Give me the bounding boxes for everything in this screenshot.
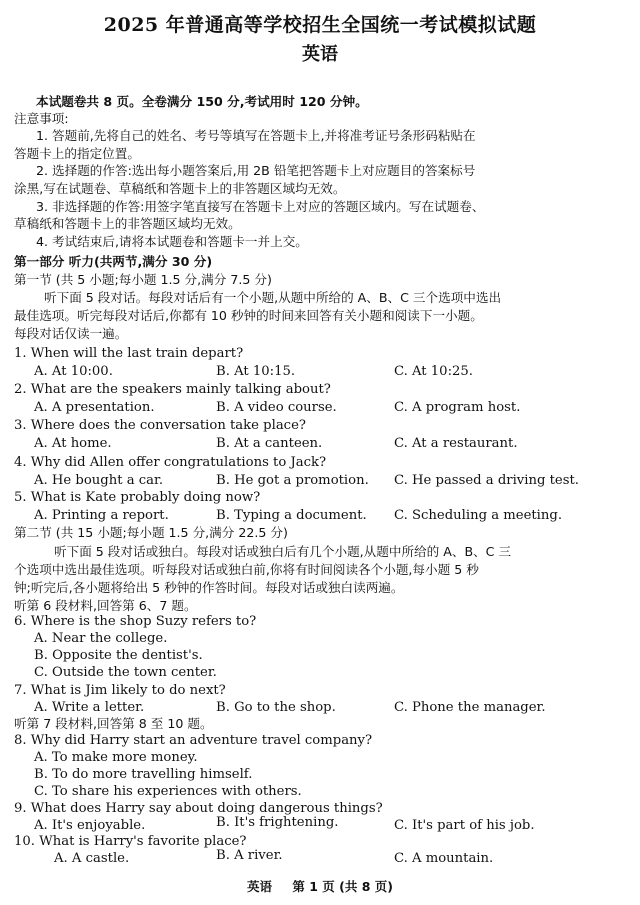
- option-c: C. Phone the manager.: [394, 700, 546, 715]
- notice-heading: 注意事项:: [14, 111, 69, 126]
- question: 10. What is Harry's favorite place?: [14, 834, 247, 849]
- exam-title: 2025 年普通高等学校招生全国统一考试模拟试题: [103, 14, 537, 36]
- instruction-line: 最佳选项。听完每段对话后,你都有 10 秒钟的时间来回答有关小题和阅读下一小题。: [14, 308, 483, 323]
- option-b: B. A video course.: [216, 400, 337, 415]
- instruction-line: 听下面 5 段对话或独白。每段对话或独白后有几个小题,从题中所给的 A、B、C 三: [54, 544, 512, 559]
- section-heading: 第一节 (共 5 小题;每小题 1.5 分,满分 7.5 分): [14, 272, 272, 287]
- question: 3. Where does the conversation take place?: [14, 418, 306, 433]
- material-heading: 听第 7 段材料,回答第 8 至 10 题。: [14, 716, 213, 731]
- option-b: B. A river.: [216, 848, 283, 863]
- option-b: B. At 10:15.: [216, 364, 296, 379]
- notice-line: 4. 考试结束后,请将本试题卷和答题卡一并上交。: [36, 234, 308, 249]
- option-b: B. It's frightening.: [216, 815, 339, 830]
- instruction-line: 钟;听完后,各小题将给出 5 秒钟的作答时间。每段对话或独白读两遍。: [14, 580, 404, 595]
- option-b: B. Go to the shop.: [216, 700, 336, 715]
- question: 5. What is Kate probably doing now?: [14, 490, 261, 505]
- question: 6. Where is the shop Suzy refers to?: [14, 614, 257, 629]
- option-a: A. Near the college.: [34, 631, 168, 646]
- option-c: C. At 10:25.: [394, 364, 473, 379]
- question: 8. Why did Harry start an adventure travel company?: [14, 733, 373, 748]
- option-b: B. Typing a document.: [216, 508, 367, 523]
- section-heading: 第二节 (共 15 小题;每小题 1.5 分,满分 22.5 分): [14, 525, 288, 540]
- option-c: C. Scheduling a meeting.: [394, 508, 563, 523]
- option-a: A. At 10:00.: [34, 364, 113, 379]
- notice-line: 1. 答题前,先将自己的姓名、考号等填写在答题卡上,并将准考证号条形码粘贴在: [36, 128, 476, 143]
- option-a: A. At home.: [34, 436, 112, 451]
- option-b: B. Opposite the dentist's.: [34, 648, 203, 663]
- question: 1. When will the last train depart?: [14, 346, 244, 361]
- instruction-line: 每段对话仅读一遍。: [14, 326, 128, 341]
- option-a: A. It's enjoyable.: [34, 818, 146, 833]
- notice-line: 涂黑,写在试题卷、草稿纸和答题卡上的非答题区域均无效。: [14, 181, 346, 196]
- option-a: A. Write a letter.: [34, 700, 145, 715]
- part-heading: 第一部分 听力(共两节,满分 30 分): [14, 254, 213, 269]
- footer-page-number: 第 1 页 (共 8 页): [292, 879, 393, 894]
- page-footer: [0, 877, 640, 895]
- notice-line: 3. 非选择题的作答:用签字笔直接写在答题卡上对应的答题区域内。写在试题卷、: [36, 199, 485, 214]
- option-c: C. It's part of his job.: [394, 818, 535, 833]
- footer-subject: 英语: [247, 879, 273, 894]
- option-c: C. A program host.: [394, 400, 521, 415]
- question: 2. What are the speakers mainly talking about?: [14, 382, 331, 397]
- option-c: C. To share his experiences with others.: [34, 784, 302, 799]
- subject-title: 英语: [302, 44, 338, 65]
- instruction-line: 个选项中选出最佳选项。听每段对话或独白前,你将有时间阅读各个小题,每小题 5 秒: [14, 562, 479, 577]
- notice-line: 答题卡上的指定位置。: [14, 146, 140, 161]
- option-c: C. He passed a driving test.: [394, 473, 579, 488]
- option-b: B. He got a promotion.: [216, 473, 369, 488]
- option-a: A. Printing a report.: [34, 508, 169, 523]
- option-c: C. Outside the town center.: [34, 665, 217, 680]
- option-b: B. At a canteen.: [216, 436, 323, 451]
- question: 7. What is Jim likely to do next?: [14, 683, 226, 698]
- option-a: A. He bought a car.: [34, 473, 164, 488]
- instruction-line: 听下面 5 段对话。每段对话后有一个小题,从题中所给的 A、B、C 三个选项中选出: [44, 290, 502, 305]
- question: 9. What does Harry say about doing dangerous things?: [14, 801, 383, 816]
- option-a: A. To make more money.: [34, 750, 198, 765]
- option-c: C. A mountain.: [394, 851, 494, 866]
- question: 4. Why did Allen offer congratulations to Jack?: [14, 455, 327, 470]
- option-a: A. A castle.: [54, 851, 130, 866]
- option-b: B. To do more travelling himself.: [34, 767, 253, 782]
- option-a: A. A presentation.: [34, 400, 155, 415]
- material-heading: 听第 6 段材料,回答第 6、7 题。: [14, 598, 197, 613]
- notice-line: 2. 选择题的作答:选出每小题答案后,用 2B 铅笔把答题卡上对应题目的答案标号: [36, 163, 476, 178]
- exam-info: 本试题卷共 8 页。全卷满分 150 分,考试用时 120 分钟。: [36, 94, 368, 109]
- notice-line: 草稿纸和答题卡上的非答题区域均无效。: [14, 216, 241, 231]
- option-c: C. At a restaurant.: [394, 436, 518, 451]
